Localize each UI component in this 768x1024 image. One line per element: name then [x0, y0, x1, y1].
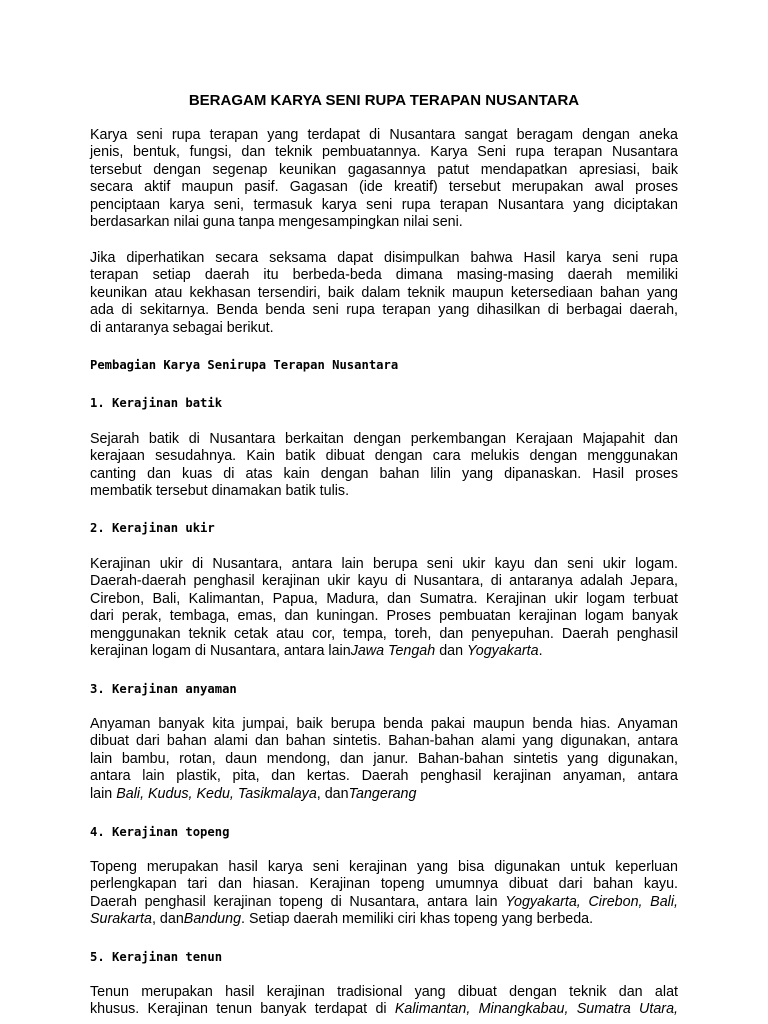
text-run: kerajinan logam di Nusantara, antara lain	[90, 643, 351, 660]
heading-kerajinan-topeng: 4. Kerajinan topeng	[90, 825, 230, 839]
text-line: ada di sekitarnya. Benda benda seni rupa terapan yang dihasilkan di berbagai daerah,	[90, 302, 678, 319]
text-line: keunikan atau kekhasan tersendiri, baik dalam teknik maupun ketersediaan bahan yang	[90, 284, 678, 301]
text-run: , dan	[316, 785, 349, 802]
text-line: di antaranya sebagai berikut.	[90, 319, 274, 336]
text-run: lain	[90, 785, 117, 802]
text-line: secara aktif maupun pasif. Gagasan (ide kreatif) tersebut merupakan awal proses	[90, 179, 678, 196]
paragraph-kerajinan-anyaman	[90, 716, 678, 803]
text-line	[90, 643, 678, 660]
text-line: menggunakan teknik cetak atau cor, tempa, toreh, dan penyepuhan. Daerah penghasil	[90, 625, 678, 642]
text-line: Jika diperhatikan secara seksama dapat disimpulkan bahwa Hasil karya seni rupa	[90, 250, 678, 266]
text-line: terapan setiap daerah itu berbeda-beda dimana masing-masing daerah memiliki	[90, 267, 678, 284]
text-run: .	[538, 643, 543, 660]
text-line: kerajaan sesudahnya. Kain batik dibuat dengan cara melukis dengan menggunakan	[90, 448, 678, 465]
text-line: membatik tersebut dinamakan batik tulis.	[90, 483, 350, 500]
place-name: Yogyakarta, Cirebon, Bali,	[505, 893, 678, 910]
text-line	[90, 894, 678, 911]
text-line: dibuat dari bahan alami dan bahan sintetis. Bahan-bahan alami yang digunakan, antara	[90, 733, 678, 750]
heading-kerajinan-batik: 1. Kerajinan batik	[90, 396, 223, 410]
text-line: Tenun merupakan hasil kerajinan tradisional yang dibuat dengan teknik dan alat	[90, 984, 678, 1000]
heading-kerajinan-ukir: 2. Kerajinan ukir	[90, 521, 215, 535]
intro-paragraph-1	[90, 127, 678, 231]
section-heading: Pembagian Karya Senirupa Terapan Nusantara	[90, 358, 399, 372]
text-line	[90, 911, 678, 928]
paragraph-kerajinan-ukir	[90, 556, 678, 660]
place-name: Bali, Kudus, Kedu, Tasikmalaya	[116, 785, 317, 802]
text-line: Topeng merupakan hasil karya seni kerajinan yang bisa digunakan untuk keperluan	[90, 859, 678, 875]
text-line: canting dan kuas di atas kain dengan bahan lilin yang dipanaskan. Hasil proses	[90, 465, 678, 482]
text-line: Karya seni rupa terapan yang terdapat di Nusantara sangat beragam dengan aneka	[90, 127, 678, 143]
text-line: antara lain plastik, pita, dan kertas. Daerah penghasil kerajinan anyaman, antara	[90, 768, 678, 785]
text-line: berdasarkan nilai guna tanpa mengesampingkan nilai seni.	[90, 214, 463, 231]
paragraph-kerajinan-topeng	[90, 859, 678, 929]
text-line: lain bambu, rotan, daun mendong, dan janur. Bahan-bahan sintetis yang digunakan,	[90, 750, 678, 767]
text-line: penciptaan karya seni, termasuk karya seni rupa terapan Nusantara yang diciptakan	[90, 196, 678, 213]
intro-paragraph-2	[90, 250, 678, 337]
text-line: Anyaman banyak kita jumpai, baik berupa benda pakai maupun benda hias. Anyaman	[90, 716, 678, 732]
heading-kerajinan-tenun: 5. Kerajinan tenun	[90, 950, 223, 964]
text-line: perlengkapan tari dan hiasan. Kerajinan topeng umumnya dibuat dari bahan kayu.	[90, 876, 678, 893]
text-line: dari perak, tembaga, emas, dan kuningan. Proses pembuatan kerajinan logam banyak	[90, 608, 678, 625]
place-name: Kalimantan, Minangkabau, Sumatra Utara,	[394, 1001, 678, 1018]
text-run: . Setiap daerah memiliki ciri khas topeng yang berbeda.	[241, 911, 594, 928]
place-name: Yogyakarta	[467, 643, 539, 660]
text-run: Daerah penghasil kerajinan topeng di Nusantara, antara lain	[90, 893, 506, 910]
text-line: Daerah-daerah penghasil kerajinan ukir kayu di Nusantara, di antaranya adalah Jepara,	[90, 573, 678, 590]
text-line: Sejarah batik di Nusantara berkaitan dengan perkembangan Kerajaan Majapahit dan	[90, 431, 678, 447]
text-line: tersebut dengan segenap keunikan gagasannya patut mendapatkan apresiasi, baik	[90, 161, 678, 178]
paragraph-kerajinan-tenun	[90, 984, 678, 1019]
text-line: Cirebon, Bali, Kalimantan, Papua, Madura, dan Sumatra. Kerajinan ukir logam terbuat	[90, 590, 678, 607]
place-name: Jawa Tengah	[350, 643, 436, 660]
text-line: Kerajinan ukir di Nusantara, antara lain berupa seni ukir kayu dan seni ukir logam.	[90, 556, 678, 572]
paragraph-kerajinan-batik	[90, 431, 678, 501]
document-title: BERAGAM KARYA SENI RUPA TERAPAN NUSANTARA	[188, 92, 580, 109]
place-name: Tangerang	[348, 785, 417, 802]
text-line	[90, 786, 678, 803]
text-run: dan	[435, 643, 468, 660]
place-name: Surakarta	[90, 911, 152, 928]
text-run: , dan	[151, 911, 184, 928]
heading-kerajinan-anyaman: 3. Kerajinan anyaman	[90, 682, 237, 696]
text-line	[90, 1001, 678, 1018]
text-line: jenis, bentuk, fungsi, dan teknik pembuatannya. Karya Seni rupa terapan Nusantara	[90, 144, 678, 161]
text-run: khusus. Kerajinan tenun banyak terdapat di	[90, 1001, 395, 1018]
place-name: Bandung	[183, 911, 242, 928]
